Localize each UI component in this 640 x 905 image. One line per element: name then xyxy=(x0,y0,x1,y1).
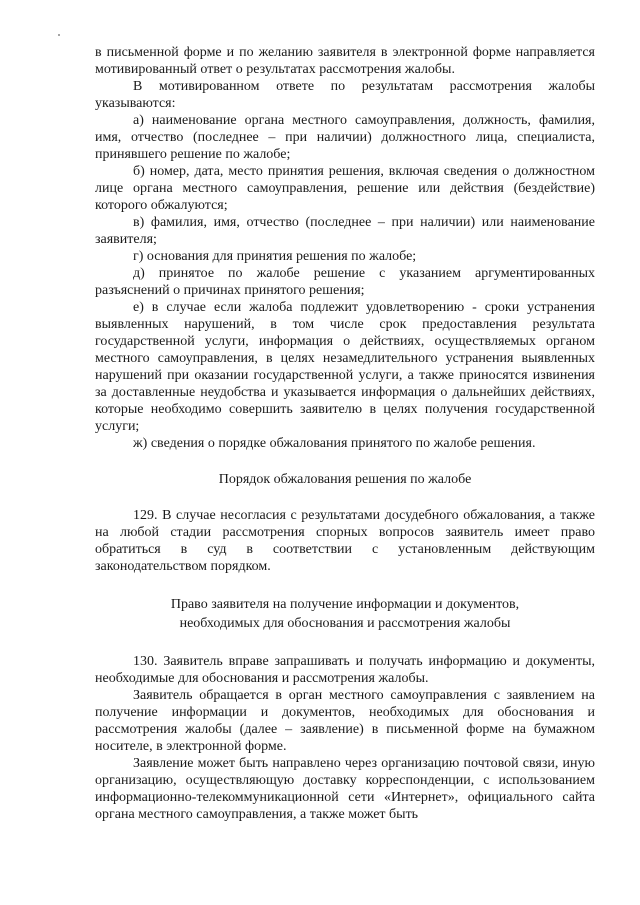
paragraph-130: 130. Заявитель вправе запрашивать и получать информацию и документы, необходимые для обоснования и рассмотрения жалобы. xyxy=(95,654,595,686)
scan-speck xyxy=(58,34,60,36)
spacer xyxy=(95,489,595,507)
section-heading-rights-line2: необходимых для обоснования и рассмотрения жалобы xyxy=(179,616,511,631)
spacer xyxy=(95,633,595,653)
list-item-e: е) в случае если жалоба подлежит удовлетворению - сроки устранения выявленных нарушений, в том числе срок предоставления результата государственной услуги, информация о действиях, осуществляемых органом местного самоуправления, в целях незамедлительного устранения выявленных нарушений при оказании государственной услуги, а также приносятся извинения за доставленные неудобства и указывается информация о дальнейших действиях, которые необходимо совершить заявителю в целях получения государственной услуги; xyxy=(95,300,595,434)
section-heading-rights-line1: Право заявителя на получение информации и документов, xyxy=(170,597,520,612)
paragraph-request: Заявитель обращается в орган местного самоуправления с заявлением на получение информации и документов, необходимых для обоснования и рассмотрения жалобы (далее – заявление) в письменной форме на бумажном носителе, в электронной форме. xyxy=(95,688,595,754)
list-item-d: д) принятое по жалобе решение с указанием аргументированных разъяснений о причинах принятого решения; xyxy=(95,266,595,298)
intro-paragraph: в письменной форме и по желанию заявителя в электронной форме направляется мотивированный ответ о результатах рассмотрения жалобы. xyxy=(95,45,595,77)
section-heading-appeal: Порядок обжалования решения по жалобе xyxy=(218,472,472,487)
paragraph-delivery: Заявление может быть направлено через организацию почтовой связи, иную организацию, осуществляющую доставку корреспонденции, с использованием информационно-телекоммуникационной сети «Интернет», официального сайта органа местного самоуправления, а также может быть xyxy=(95,756,595,822)
list-item-g: г) основания для принятия решения по жалобе; xyxy=(133,249,417,264)
paragraph-129: 129. В случае несогласия с результатами досудебного обжалования, а также на любой стадии рассмотрения спорных вопросов заявитель имеет право обратиться в суд в соответствии с установленным действующим законодательством порядком. xyxy=(95,508,595,574)
spacer xyxy=(95,452,595,470)
list-item-v: в) фамилия, имя, отчество (последнее – при наличии) или наименование заявителя; xyxy=(95,215,595,247)
list-item-a: а) наименование органа местного самоуправления, должность, фамилия, имя, отчество (последнее – при наличии) должностного лица, специалиста, принявшего решение по жалобе; xyxy=(95,113,595,162)
list-item-b: б) номер, дата, место принятия решения, включая сведения о должностном лице органа местного самоуправления, решение или действия (бездействие) которого обжалуются; xyxy=(95,164,595,213)
reply-intro-paragraph: В мотивированном ответе по результатам рассмотрения жалобы указываются: xyxy=(95,79,595,111)
spacer xyxy=(95,575,595,595)
document-page xyxy=(95,44,595,823)
list-item-zh: ж) сведения о порядке обжалования принятого по жалобе решения. xyxy=(133,436,536,451)
